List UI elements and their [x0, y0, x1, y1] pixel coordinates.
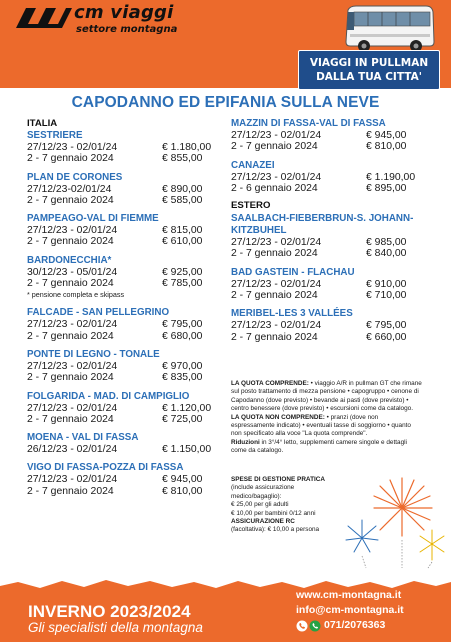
price: € 855,00: [162, 153, 203, 165]
logo-subtitle: settore montagna: [76, 24, 178, 35]
price: € 835,00: [162, 372, 203, 384]
date-range: 2 - 7 gennaio 2024: [27, 194, 114, 206]
date-range: 2 - 6 gennaio 2024: [231, 182, 318, 194]
phone-row[interactable]: [296, 618, 446, 633]
website-link[interactable]: www.cm-montagna.it: [296, 589, 402, 601]
quota-info: [231, 380, 423, 456]
date-range: 27/12/23 - 02/01/24: [231, 130, 322, 141]
price: € 985,00: [366, 237, 407, 249]
date-range: 2 - 7 gennaio 2024: [27, 330, 114, 342]
price: € 680,00: [162, 330, 203, 342]
price-row: [27, 444, 217, 455]
spese-line: medico/bagaglio):: [231, 492, 282, 500]
destination-entry: [27, 307, 217, 342]
price-row: [27, 195, 217, 206]
bus-icon: [340, 4, 436, 54]
date-range: 2 - 7 gennaio 2024: [231, 290, 318, 302]
destination-name: BARDONECCHIA*: [27, 254, 112, 266]
page-title: CAPODANNO ED EPIFANIA SULLA NEVE: [71, 94, 380, 111]
date-range: 27/12/23 - 02/01/24: [27, 474, 118, 486]
price-row: [27, 319, 217, 330]
destination-name: SESTRIERE: [27, 130, 83, 141]
date-range: 27/12/23 - 02/01/24: [231, 320, 322, 332]
destination-entry: [231, 308, 421, 343]
section-heading-estero: ESTERO: [231, 200, 271, 212]
price-row: [27, 486, 217, 497]
destination-entry: [231, 118, 421, 153]
non-comprende-text: • pranzi (dove non espressamente indicato) • eventuali tasse di soggiorno • quanto non specificato alla voce "La quota comprende".: [231, 413, 411, 438]
price-row: [27, 372, 217, 383]
price: € 710,00: [366, 290, 407, 302]
comprende-label: LA QUOTA COMPRENDE:: [231, 380, 309, 387]
price-row: [231, 320, 421, 331]
date-range: 2 - 7 gennaio 2024: [231, 248, 318, 260]
price-row: [231, 248, 421, 259]
date-range: 27/12/23 - 02/01/24: [27, 142, 118, 153]
price-row: [27, 414, 217, 425]
date-range: 26/12/23 - 02/01/24: [27, 444, 118, 456]
price: € 795,00: [162, 319, 203, 331]
date-range: 27/12/23 - 02/01/24: [27, 225, 118, 237]
price-row: [27, 331, 217, 342]
destination-entry: [27, 213, 217, 248]
destination-entry: [27, 432, 217, 455]
price-row: [27, 403, 217, 414]
price: € 815,00: [162, 225, 203, 237]
date-range: 27/12/23 - 02/01/24: [27, 402, 118, 414]
assicurazione-text: (facoltativa): € 10,00 a persona: [231, 526, 320, 534]
non-comprende-label: LA QUOTA NON COMPRENDE:: [231, 413, 325, 421]
destination-name: VIGO DI FASSA-POZZA DI FASSA: [27, 462, 184, 474]
destination-name: BAD GASTEIN - FLACHAU: [231, 266, 355, 278]
price-row: [231, 279, 421, 290]
price-row: [231, 237, 421, 248]
destination-entry: [27, 349, 217, 384]
contacts-block: [296, 588, 446, 633]
destination-entry: [27, 391, 217, 426]
price-row: [231, 332, 421, 343]
destination-name: MOENA - VAL DI FASSA: [27, 432, 139, 444]
price: € 785,00: [162, 278, 203, 290]
price-row: [27, 361, 217, 372]
price: € 1.150,00: [162, 444, 212, 456]
date-range: 27/12/23 - 02/01/24: [231, 171, 322, 183]
price-row: [27, 184, 217, 195]
logo-mark-icon: [14, 6, 72, 30]
season-heading: INVERNO 2023/2024: [28, 602, 191, 621]
price: € 725,00: [162, 413, 203, 425]
destination-name: CANAZEI: [231, 159, 275, 171]
comprende-text: • viaggio A/R in pullman GT che rimane sul posto trattamento di mezza pensione • capogruppo • cenone di Capodanno (dove previsto) • bevande ai pasti (dove previsto) • centro benessere (dove previsto) • escursioni come da catalogo.: [231, 380, 422, 413]
price-row: [231, 290, 421, 301]
price-row: [27, 278, 217, 289]
date-range: 30/12/23 - 05/01/24: [27, 266, 118, 278]
destination-name: PONTE DI LEGNO - TONALE: [27, 348, 160, 360]
badge-line-2: DALLA TUA CITTA': [316, 71, 422, 83]
spese-label: SPESE DI GESTIONE PRATICA: [231, 476, 325, 483]
logo-name: cm viaggi: [74, 2, 174, 23]
spese-line: € 10,00 per bambini 0/12 anni: [231, 509, 316, 517]
spese-line: (include assicurazione: [231, 484, 295, 492]
riduzioni-label: Riduzioni: [231, 438, 260, 446]
email-link[interactable]: info@cm-montagna.it: [296, 604, 404, 616]
price: € 1.180,00: [162, 142, 212, 153]
assicurazione-label: ASSICURAZIONE RC: [231, 518, 295, 526]
destination-entry: [231, 213, 421, 260]
price-row: [231, 130, 421, 141]
tagline: Gli specialisti della montagna: [28, 620, 203, 635]
spese-info: [231, 476, 339, 535]
destination-name: PLAN DE CORONES: [27, 171, 123, 183]
right-italia-destination-list: [231, 118, 421, 194]
phone-number: 071/2076363: [324, 619, 386, 631]
right-column: [231, 118, 421, 350]
price-row: [231, 183, 421, 194]
price-row: [27, 267, 217, 278]
date-range: 2 - 7 gennaio 2024: [27, 413, 114, 425]
date-range: 2 - 7 gennaio 2024: [27, 278, 114, 290]
price-row: [231, 141, 421, 152]
price: € 840,00: [366, 248, 407, 260]
bus-travel-badge: [298, 50, 440, 90]
destination-entry: [27, 462, 217, 497]
destination-entry: [231, 160, 421, 195]
italia-destination-list: [27, 130, 217, 497]
price: € 660,00: [366, 331, 407, 343]
price: € 910,00: [366, 278, 407, 290]
price: € 585,00: [162, 194, 203, 206]
price-row: [27, 474, 217, 485]
destination-name: MERIBEL-LES 3 VALLÉES: [231, 308, 353, 320]
price-row: [27, 225, 217, 236]
badge-line-1: VIAGGI IN PULLMAN: [309, 57, 429, 69]
price-row: [27, 153, 217, 164]
price: € 970,00: [162, 360, 203, 372]
price: € 810,00: [162, 485, 203, 497]
spese-line: € 25,00 per gli adulti: [231, 501, 289, 509]
date-range: 2 - 7 gennaio 2024: [231, 331, 318, 343]
section-heading-italia: ITALIA: [27, 118, 58, 129]
destination-name: PAMPEAGO-VAL DI FIEMME: [27, 213, 159, 225]
phone-whatsapp-icon: [296, 620, 326, 632]
date-range: 27/12/23 - 02/01/24: [231, 278, 322, 290]
date-range: 27/12/23 - 02/01/24: [27, 319, 118, 331]
price: € 810,00: [366, 141, 407, 153]
destination-entry: [27, 172, 217, 207]
date-range: 2 - 7 gennaio 2024: [27, 153, 114, 165]
destination-entry: [27, 130, 217, 165]
date-range: 27/12/23 - 02/01/24: [231, 237, 322, 249]
destination-entry: [27, 255, 217, 301]
price: € 795,00: [366, 320, 407, 332]
price: € 1.190,00: [366, 171, 416, 183]
price: € 945,00: [366, 130, 407, 141]
date-range: 2 - 7 gennaio 2024: [27, 236, 114, 248]
destination-name: MAZZIN DI FASSA-VAL DI FASSA: [231, 118, 386, 129]
price-row: [27, 142, 217, 153]
destination-name: SAALBACH-FIEBERBRUN-S. JOHANN-KITZBUHEL: [231, 213, 414, 237]
date-range: 2 - 7 gennaio 2024: [27, 372, 114, 384]
date-range: 27/12/23-02/01/24: [27, 183, 112, 195]
price: € 945,00: [162, 474, 203, 486]
destination-note: * pensione completa e skipass: [27, 290, 125, 300]
estero-destination-list: [231, 213, 421, 343]
price-row: [231, 172, 421, 183]
destination-entry: [231, 267, 421, 302]
price-row: [27, 236, 217, 247]
price: € 1.120,00: [162, 402, 212, 414]
price: € 890,00: [162, 183, 203, 195]
date-range: 2 - 7 gennaio 2024: [231, 141, 318, 153]
destination-name: FALCADE - SAN PELLEGRINO: [27, 307, 170, 319]
italia-column: [27, 118, 217, 504]
price: € 895,00: [366, 182, 407, 194]
destination-name: FOLGARIDA - MAD. DI CAMPIGLIO: [27, 390, 190, 402]
date-range: 27/12/23 - 02/01/24: [27, 360, 118, 372]
price: € 610,00: [162, 236, 203, 248]
date-range: 2 - 7 gennaio 2024: [27, 485, 114, 497]
fireworks-illustration: [340, 470, 448, 570]
riduzioni-text: in 3°/4° letto, supplementi camere singole e dettagli come da catalogo.: [231, 438, 407, 455]
price: € 925,00: [162, 266, 203, 278]
